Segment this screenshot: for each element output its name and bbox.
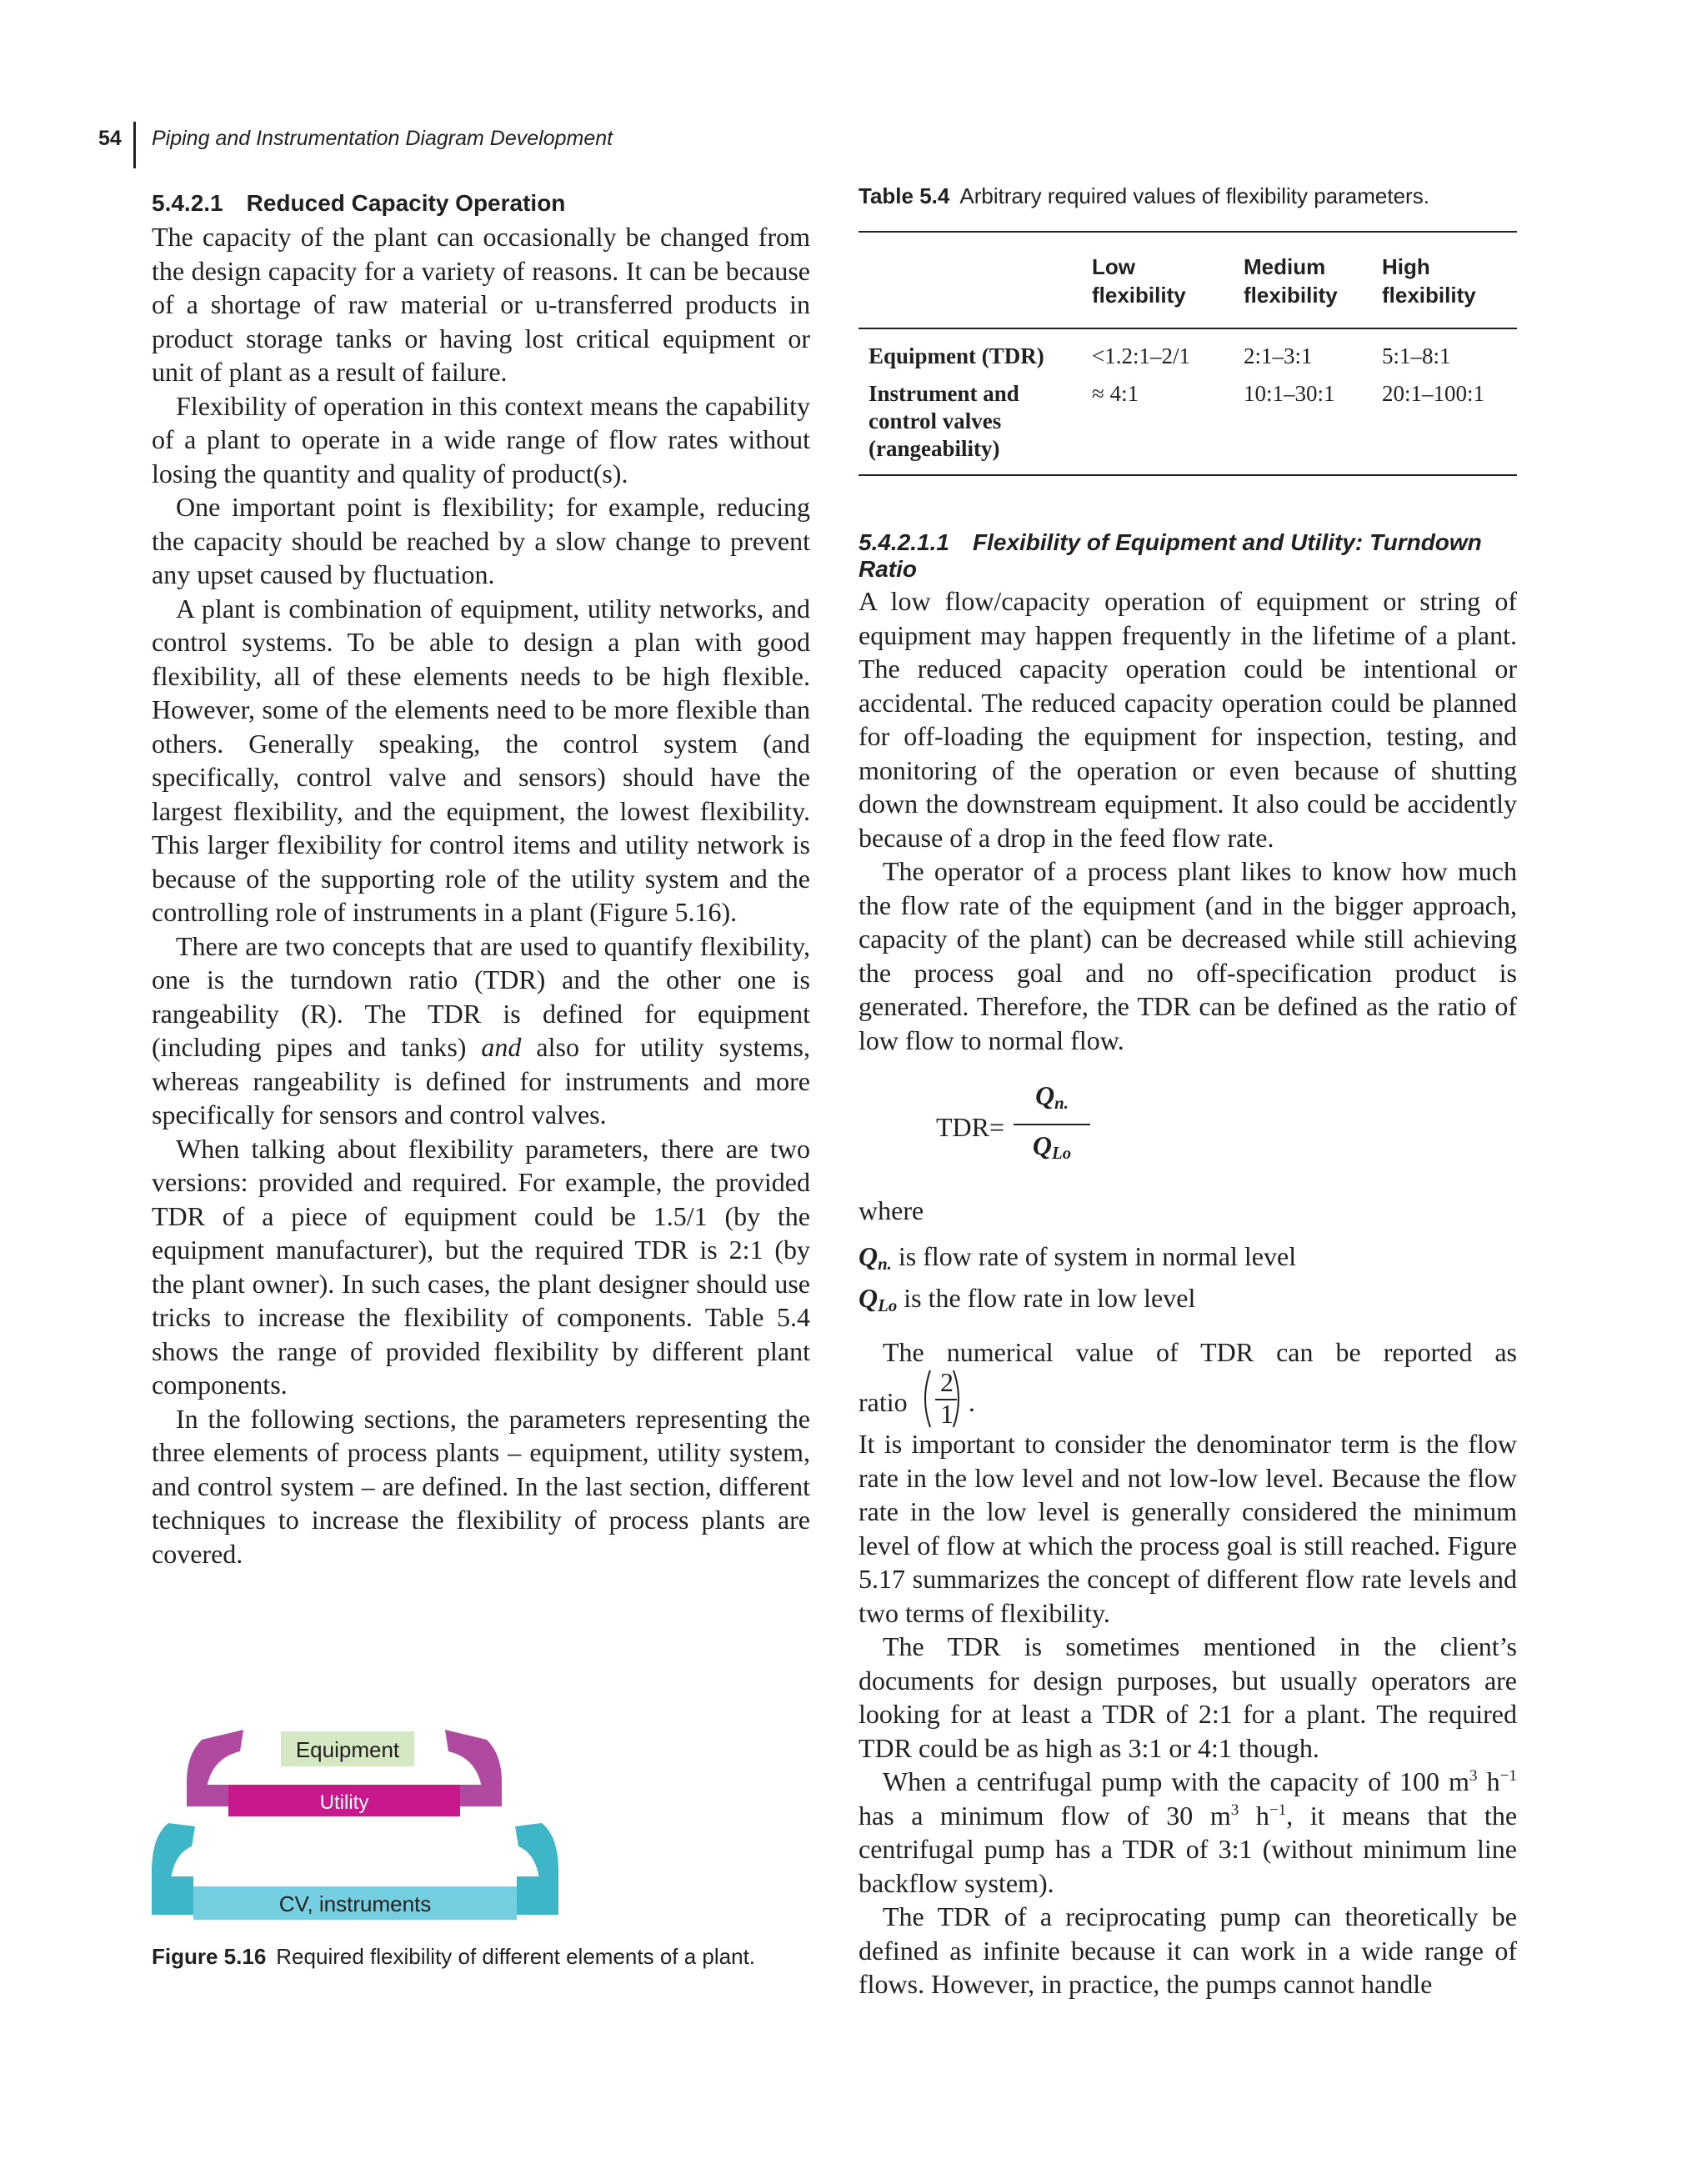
paragraph: When talking about flexibility parameters, there are two versions: provided and required. For example, the provided TDR of a piece of equipment could be 1.5/1 (by the equipment manufacturer), but the required TDR is 2:1 (by the plant owner). In such cases, the plant designer should use tricks to increase the flexibility of components. Table 5.4 shows the range of provided flexibility by different plant components. — [152, 1133, 810, 1400]
left-column — [152, 183, 810, 1570]
text-span: also for utility systems, whereas rangeability is defined for instruments and more specifically for sensors and control valves. — [152, 1032, 811, 1130]
utility-bar-right-end — [460, 1785, 502, 1806]
where-text: where — [859, 1195, 924, 1225]
paragraph: The capacity of the plant can occasionally be changed from the design capacity for a variety of reasons. It can be because of a shortage of raw material or u-transferred products in product storage tanks or having lost critical equipment or unit of plant as a result of failure. — [152, 222, 810, 387]
section-number: 5.4.2.1 — [152, 190, 223, 216]
q-symbol: $Q_{n.}$ — [859, 1240, 892, 1274]
flexibility-figure — [152, 1730, 568, 1930]
table-caption — [859, 183, 1517, 209]
text-span: There are two concepts that are used to quantify flexibility, one is the turndown ratio (TDR) and the other one is rangeability (R). The TDR is defined for equipment (including pipes and tanks) — [152, 930, 810, 1062]
running-title: Piping and Instrumentation Diagram Development — [152, 127, 613, 150]
subsection-number: 5.4.2.1.1 — [859, 529, 949, 555]
cv-label: CV, instruments — [278, 1891, 432, 1916]
ratio-denominator: 1 — [940, 1399, 954, 1429]
table-cell: 10:1–30:1 — [1244, 381, 1335, 406]
paragraph: The operator of a process plant likes to know how much the flow rate of the equipment (and in the bigger approach, capacity of the plant) can be decreased while still achieving the process goal and no off-specification product is generated. Therefore, the TDR can be defined as the ratio of low flow to normal flow. — [859, 856, 1517, 1055]
equation-lhs — [936, 1112, 1004, 1143]
q-symbol: $Q_{Lo}$ — [859, 1283, 898, 1315]
section-heading — [152, 190, 810, 217]
equation-tdr: TDR — [936, 1112, 989, 1142]
utility-label: Utility — [319, 1791, 369, 1814]
equation-fraction — [1014, 1077, 1090, 1172]
paragraph: A plant is combination of equipment, utility networks, and control systems. To be able to design a plan with good flexibility, all of these elements needs to be high flexible. However, some of the elements need to be more flexible than others. Generally speaking, the control system (and specifically, control valve and sensors) should have the largest flexibility, and the equipment, the lowest flexibility. This larger flexibility for control items and utility network is because of the supporting role of the utility system and the controlling role of instruments in a plant (Figure 5.16). — [152, 593, 810, 927]
paragraph: When a centrifugal pump with the capacity of 100 $m^3$ $h^{-1}$ has a minimum flow of 30 $m^3$ $h^{-1}$, it means that the centrifugal pump has a TDR of 3:1 (without minimum line backflow system). — [859, 1766, 1518, 1898]
table-cell: 5:1–8:1 — [1382, 343, 1451, 368]
page-number: 54 — [98, 127, 122, 150]
ratio-label: ratio — [859, 1387, 908, 1417]
ratio-period: . — [969, 1387, 975, 1417]
table-cell: 20:1–100:1 — [1382, 381, 1485, 406]
header-divider — [133, 122, 136, 168]
fraction-bar — [1014, 1124, 1090, 1125]
subscript: n. — [1054, 1094, 1069, 1113]
section-title: Reduced Capacity Operation — [246, 190, 566, 216]
paragraph: Flexibility of operation in this context means the capability of a plant to operate in a wide range of flow rates without losing the quantity and quality of product(s). — [152, 390, 810, 488]
table-header-cell: Low flexibility — [1092, 254, 1186, 308]
tdr-equation — [859, 1077, 1517, 1185]
definition-text: is flow rate of system in normal level — [891, 1240, 1297, 1271]
paragraph: In the following sections, the parameters representing the three elements of process plants – equipment, utility system, and control system – are defined. In the last section, different techniques to increase the flexibility of process plants are covered. — [152, 1403, 810, 1569]
table-caption-text: Arbitrary required values of flexibility parameters. — [959, 183, 1429, 208]
definition-text: is the flow rate in low level — [897, 1283, 1196, 1313]
table-cell: Instrument and control valves (rangeability) — [869, 381, 1019, 461]
table-cell: Equipment (TDR) — [869, 343, 1044, 368]
equals-sign: = — [989, 1112, 1005, 1142]
utility-bar-left-end — [187, 1785, 228, 1806]
table-header-cell: High flexibility — [1382, 254, 1476, 308]
table-cell: ≈ 4:1 — [1092, 381, 1139, 406]
table-cell: <1.2:1–2/1 — [1092, 343, 1190, 368]
q-symbol: Q — [1035, 1080, 1055, 1110]
paragraph: The TDR is sometimes mentioned in the client’s documents for design purposes, but usually operators are looking for at least a TDR of 2:1 for a plant. The required TDR could be as high as 3:1 or 4:1 though. — [859, 1631, 1517, 1763]
table-header — [859, 232, 1517, 328]
table-row — [859, 370, 1517, 475]
paragraph: The TDR of a reciprocating pump can theoretically be defined as infinite because it can work in a wide range of flows. However, in practice, the pumps cannot handle — [859, 1901, 1517, 1999]
figure-caption-text: Required flexibility of different elements of a plant. — [276, 1944, 756, 1969]
paragraph: It is important to consider the denominator term is the flow rate in the low level and not low-low level. Because the flow rate in the low level is generally considered the minimum level of flow at which the process goal is still reached. Figure 5.17 summarizes the concept of different flow rate levels and two terms of flexibility. — [859, 1429, 1517, 1628]
flexibility-table — [859, 231, 1517, 476]
equipment-label: Equipment — [295, 1737, 400, 1762]
subscript: Lo — [1052, 1144, 1072, 1163]
paragraph: A low flow/capacity operation of equipment or string of equipment may happen frequently in the lifetime of a plant. The reduced capacity operation could be intentional or accidental. The reduced capacity operation could be planned for off-loading the equipment for inspection, testing, and monitoring of the operation or even because of shutting down the downstream equipment. It also could be accidently because of a drop in the feed flow rate. — [859, 586, 1517, 853]
equation-denominator — [1014, 1127, 1090, 1172]
cv-bar-right-end — [517, 1876, 558, 1915]
paragraph: The numerical value of TDR can be reported as — [883, 1336, 1517, 1367]
table-header-cell: Medium flexibility — [1244, 254, 1338, 308]
right-column — [859, 183, 1517, 2001]
table-label: Table 5.4 — [859, 183, 950, 208]
table-cell: 2:1–3:1 — [1244, 343, 1313, 368]
definition-line — [859, 1240, 1517, 1282]
spacer — [859, 476, 1517, 529]
subsection-title: Flexibility of Equipment and Utility: Turndown Ratio — [859, 529, 1482, 582]
ratio-expression — [859, 1369, 1517, 1427]
cv-bar-left-end — [152, 1876, 193, 1915]
paragraph: One important point is flexibility; for example, reducing the capacity should be reached by a slow change to prevent any upset caused by fluctuation. — [152, 492, 810, 589]
ratio-numerator: 2 — [940, 1367, 954, 1397]
figure-label: Figure 5.16 — [152, 1944, 267, 1969]
table-header-cell — [859, 232, 1092, 328]
figure-caption — [152, 1944, 755, 1970]
q-symbol: Q — [1032, 1130, 1052, 1160]
emphasis: and — [481, 1032, 522, 1062]
equation-numerator — [1014, 1077, 1090, 1122]
paragraph — [152, 929, 810, 1132]
subsection-heading — [859, 529, 1517, 583]
definition-line — [859, 1281, 1517, 1324]
table-row — [859, 328, 1517, 370]
